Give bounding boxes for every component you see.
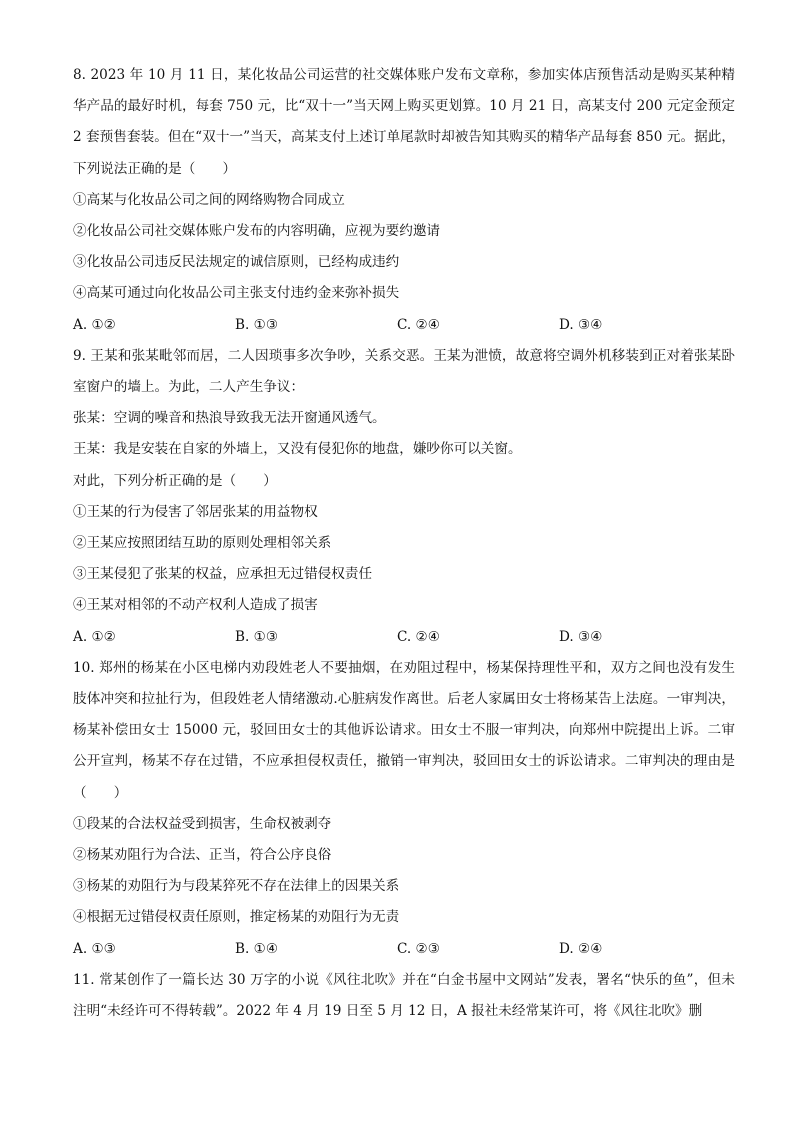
question-9-statement-3: ③王某侵犯了张某的权益，应承担无过错侵权责任: [73, 566, 373, 583]
question-11: [73, 965, 735, 1027]
question-8-statement-2: ②化妆品公司社交媒体账户发布的内容明确，应视为要约邀请: [73, 223, 441, 240]
question-8-stem: 8. 2023 年 10 月 11 日，某化妆品公司运营的社交媒体账户发布文章称，参加实体店预售活动是购买某种精华产品的最好时机，每套 750 元，比“双十一”当天网上购买更划算。10 月 21 日，高某支付 200 元定金预定 2 套预售套装。但在“双十一”当天，高某支付上述订单尾款时却被告知其购买的精华产品每套 850 元。据此，下列说法正确的是（ ）: [73, 67, 735, 177]
question-9-prompt: 对此，下列分析正确的是（ ）: [73, 472, 277, 489]
question-8-option-a: A. ①②: [73, 316, 116, 333]
question-9-option-a: A. ①②: [73, 628, 116, 645]
question-9-statement-1: ①王某的行为侵害了邻居张某的用益物权: [73, 503, 318, 520]
question-10-option-b: B. ①④: [235, 940, 279, 957]
question-9-statement-2: ②王某应按照团结互助的原则处理相邻关系: [73, 535, 332, 552]
question-8: [73, 60, 735, 341]
question-8-statement-4: ④高某可通过向化妆品公司主张支付违约金来弥补损失: [73, 285, 400, 302]
exam-page: [73, 60, 735, 1027]
question-8-options: [73, 310, 735, 341]
question-9-stem: 9. 王某和张某毗邻而居，二人因琐事多次争吵，关系交恶。王某为泄愤，故意将空调外机移装到正对着张某卧室窗户的墙上。为此，二人产生争议：: [73, 347, 735, 396]
question-10-stem: 10. 郑州的杨某在小区电梯内劝段姓老人不要抽烟，在劝阻过程中，杨某保持理性平和，双方之间也没有发生肢体冲突和拉扯行为，但段姓老人情绪激动.心脏病发作离世。后老人家属田女士将杨某告上法庭。一审判决，杨某补偿田女士 15000 元，驳回田女士的其他诉讼请求。田女士不服一审判决，向郑州中院提出上诉。二审公开宣判，杨某不存在过错，不应承担侵权责任，撤销一审判决，驳回田女士的诉讼请求。二审判决的理由是（ ）: [73, 659, 735, 801]
question-10-option-d: D. ②④: [559, 940, 603, 957]
question-10: [73, 653, 735, 965]
question-9-option-b: B. ①③: [235, 628, 279, 645]
question-10-statement-4: ④根据无过错侵权责任原则，推定杨某的劝阻行为无责: [73, 909, 400, 926]
question-9-option-d: D. ③④: [559, 628, 603, 645]
question-9-dialogue-zhang: 张某：空调的噪音和热浪导致我无法开窗通风透气。: [73, 410, 386, 427]
question-10-statement-1: ①段某的合法权益受到损害，生命权被剥夺: [73, 815, 332, 832]
question-11-stem: 11. 常某创作了一篇长达 30 万字的小说《风往北吹》并在“白金书屋中文网站”发表，署名“快乐的鱼”，但未注明“未经许可不得转载”。2022 年 4 月 19 日至 5 月 12 日，A 报社未经常某许可，将《风往北吹》删: [73, 971, 735, 1020]
question-8-statement-1: ①高某与化妆品公司之间的网络购物合同成立: [73, 191, 345, 208]
question-9: [73, 341, 735, 653]
question-10-option-c: C. ②③: [397, 940, 440, 957]
question-10-statement-2: ②杨某劝阻行为合法、正当，符合公序良俗: [73, 847, 332, 864]
question-10-options: [73, 934, 735, 965]
question-8-option-d: D. ③④: [559, 316, 603, 333]
question-8-statement-3: ③化妆品公司违反民法规定的诚信原则，已经构成违约: [73, 254, 400, 271]
question-9-statement-4: ④王某对相邻的不动产权利人造成了损害: [73, 597, 318, 614]
question-9-dialogue-wang: 王某：我是安装在自家的外墙上，又没有侵犯你的地盘，嫌吵你可以关窗。: [73, 441, 522, 458]
question-8-option-b: B. ①③: [235, 316, 279, 333]
question-9-option-c: C. ②④: [397, 628, 440, 645]
question-8-option-c: C. ②④: [397, 316, 440, 333]
question-10-option-a: A. ①③: [73, 940, 116, 957]
question-9-options: [73, 622, 735, 653]
question-10-statement-3: ③杨某的劝阻行为与段某猝死不存在法律上的因果关系: [73, 878, 400, 895]
